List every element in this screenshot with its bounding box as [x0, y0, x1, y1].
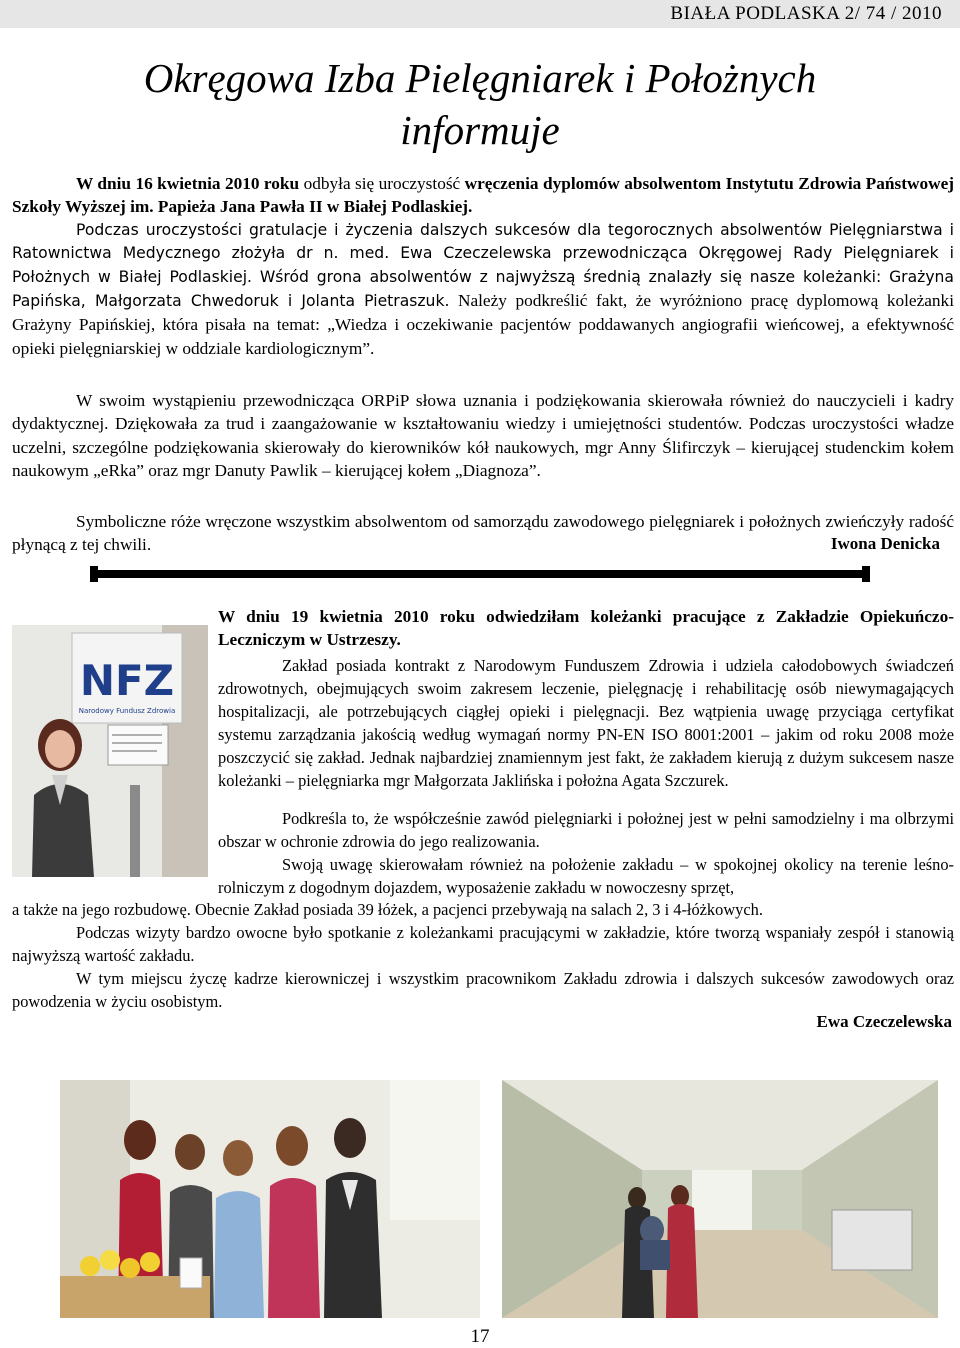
page-number: 17	[470, 1326, 490, 1347]
para1-serif: Należy podkreślić fakt, że wyróżniono pracę dyplomową koleżanki Grażyny Papińskiej, która pisała na temat: „Wiedza i oczekiwanie pacjentów poddawanych angiografii wieńcowej, a efektywność opieki pielęgniarskiej w oddziale kardiologicznym”.	[12, 290, 954, 359]
lead-text: odbyła się uroczystość	[299, 174, 465, 193]
article2-para4: Podczas wizyty bardzo owocne było spotkanie z koleżankami pracującymi w zakładzie, które tworzą wspaniały zespół i stanowią najwyższą wartość zakładu.	[12, 923, 954, 965]
nfz-sign-text: NFZ	[79, 656, 175, 705]
article2-para3a: Swoją uwagę skierowałam również na położenie zakładu – w spokojnej okolicy na terenie leśno-rolniczym z dogodnym dojazdem, wyposażenie zakładu w nowoczesny sprzęt,	[218, 855, 954, 897]
article2-para3b: a także na jego rozbudowę. Obecnie Zakład posiada 39 łóżek, a pacjenci przebywają na salach 2, 3 i 4-łóżkowych.	[12, 900, 763, 919]
photo-nfz-svg	[12, 625, 208, 877]
para1-sans: Podczas uroczystości gratulacje i życzenia dalszych sukcesów dla tegorocznych absolwentów Pielęgniarstwa i Ratownictwa Medycznego złożyła dr n. med. Ewa Czeczelewska przewodnicząca Okręgowej Rady Pielęgniarek i Położnych w Białej Podlaskiej. Wśród grona absolwentów z najwyższą średnią znalazły się nasze koleżanki: Grażyna Papińska, Małgorzata Chwedoruk i Jolanta Pietraszuk.	[12, 221, 954, 310]
nfz-sign-subtext: Narodowy Fundusz Zdrowia	[78, 707, 176, 715]
article1-para3: Symboliczne róże wręczone wszystkim absolwentom od samorządu zawodowego pielęgniarek i położnych zwieńczyły radość płynącą z tej chwili.	[12, 512, 954, 555]
article2-lead: W dniu 19 kwietnia 2010 roku odwiedziłam koleżanki pracujące z Zakładzie Opiekuńczo-Leczniczym w Ustrzeszy.	[218, 607, 954, 649]
signature-iwona: Iwona Denicka	[830, 534, 940, 553]
photo-group-svg	[60, 1080, 480, 1318]
title-line-2: informuje	[400, 107, 560, 153]
title-line-1: Okręgowa Izba Pielęgniarek i Położnych	[143, 55, 817, 101]
lead-event: wręczenia dyplomów absolwentom Instytutu Zdrowia Państwowej Szkoły Wyższej im. Papieża Jana Pawła II w Białej Podlaskiej.	[12, 174, 955, 217]
issue-header: BIAŁA PODLASKA 2/ 74 / 2010	[670, 3, 942, 24]
article2-para1: Zakład posiada kontrakt z Narodowym Funduszem Zdrowia i udziela całodobowych świadczeń zdrowotnych, obejmujących swoim zakresem leczenie, pielęgnację i rehabilitację osób niewymagających hospitalizacji, ale potrzebujących ciągłej opieki i pielęgnacji. Bez wątpienia uwagę przyciąga certyfikat systemu zarządzania jakością według wymagań normy PN-EN ISO 8001:2001 – jakim od roku 2008 może poszczycić się zakład. Jednak najbardziej znamiennym jest fakt, że zakładem kierują z dużym sukcesem nasze koleżanki – pielęgniarka mgr Małgorzata Jaklińska i położna Agata Szczurek.	[218, 656, 954, 790]
article1-para1	[12, 219, 954, 362]
lead-date: W dniu 16 kwietnia 2010 roku	[76, 174, 300, 193]
article1-lead	[12, 172, 954, 219]
photo-nfz-office	[12, 625, 208, 877]
separator	[90, 570, 870, 578]
photo-corridor	[502, 1080, 938, 1318]
photo-corridor-svg	[502, 1080, 938, 1318]
photo-group	[60, 1080, 480, 1318]
article1-para2: W swoim wystąpieniu przewodnicząca ORPiP słowa uznania i podziękowania skierowała również do nauczycieli i kadry dydaktycznej. Dziękowała za trud i zaangażowanie w kształtowaniu wiedzy i umiejętności studentów. Podczas uroczystości władze uczelni, szczególne podziękowania skierowały do kierowników kół naukowych, mgr Anny Ślifirczyk – kierującej studenckim kołem naukowym „eRka” oraz mgr Danuty Pawlik – kierującej kołem „Diagnoza”.	[12, 391, 954, 480]
separator-right-cap	[862, 566, 870, 582]
article2-para2: Podkreśla to, że współcześnie zawód pielęgniarki i położnej jest w pełni samodzielny i ma olbrzymi obszar w ochronie zdrowia do jego realizowania.	[218, 809, 954, 851]
article2-para5: W tym miejscu życzę kadrze kierowniczej i wszystkim pracownikom Zakładu zdrowia i dalszych sukcesów zawodowych oraz powodzenia w życiu osobistym.	[12, 969, 954, 1011]
page-title	[0, 52, 960, 156]
signature-ewa: Ewa Czeczelewska	[816, 1012, 952, 1031]
